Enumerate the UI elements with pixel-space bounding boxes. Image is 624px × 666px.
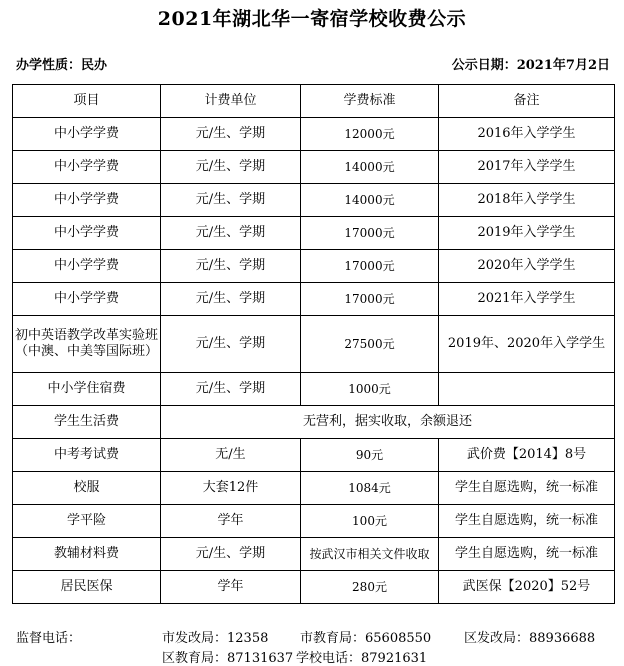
cell-note: 2019年、2020年入学学生 [439,316,615,373]
cell-note: 武价费【2014】8号 [439,439,615,472]
page-title: 2021年湖北华一寄宿学校收费公示 [157,8,467,30]
cell-unit: 元/生、学期 [161,151,301,184]
cell-note: 学生自愿选购，统一标准 [439,472,615,505]
cell-unit: 元/生、学期 [161,118,301,151]
header-item: 项目 [13,85,161,118]
cell-note: 2019年入学学生 [439,217,615,250]
phone-district-edu: 区教育局：87131637 [162,651,294,666]
cell-fee: 280元 [301,571,439,604]
cell-note [439,373,615,406]
table-row [13,439,615,472]
phone-city-dev: 市发改局：12358 [162,631,269,646]
cell-unit: 元/生、学期 [161,316,301,373]
cell-item: 中小学学费 [13,118,161,151]
cell-item: 教辅材料费 [13,538,161,571]
table-row [13,373,615,406]
cell-fee: 100元 [301,505,439,538]
cell-item: 中小学学费 [13,283,161,316]
header-fee: 学费标准 [301,85,439,118]
publish-date: 公示日期：2021年7月2日 [451,58,610,73]
cell-item: 学生生活费 [13,406,161,439]
cell-fee: 17000元 [301,217,439,250]
phone-district-dev: 区发改局：88936688 [464,631,596,646]
fee-table [12,84,615,604]
cell-fee: 12000元 [301,118,439,151]
table-row [13,118,615,151]
school-nature: 办学性质：民办 [16,58,108,73]
cell-item: 中小学住宿费 [13,373,161,406]
cell-unit: 元/生、学期 [161,283,301,316]
cell-fee: 1000元 [301,373,439,406]
table-row [13,151,615,184]
cell-unit: 元/生、学期 [161,538,301,571]
cell-item: 学平险 [13,505,161,538]
cell-fee: 17000元 [301,283,439,316]
cell-unit: 元/生、学期 [161,250,301,283]
header-unit: 计费单位 [161,85,301,118]
table-row [13,538,615,571]
cell-note: 武医保【2020】52号 [439,571,615,604]
cell-fee: 27500元 [301,316,439,373]
cell-note: 学生自愿选购，统一标准 [439,505,615,538]
cell-item: 初中英语教学改革实验班（中澳、中美等国际班） [13,316,161,373]
cell-item: 中小学学费 [13,151,161,184]
cell-note: 2018年入学学生 [439,184,615,217]
cell-unit: 大套12件 [161,472,301,505]
table-header-row [13,85,615,118]
cell-note: 2017年入学学生 [439,151,615,184]
cell-unit: 元/生、学期 [161,373,301,406]
footer-label: 监督电话： [16,631,82,646]
table-row [13,217,615,250]
cell-unit: 元/生、学期 [161,217,301,250]
cell-note: 学生自愿选购，统一标准 [439,538,615,571]
phone-city-edu: 市教育局：65608550 [300,631,432,646]
cell-unit: 无/生 [161,439,301,472]
cell-fee: 1084元 [301,472,439,505]
table-row [13,406,615,439]
cell-unit: 元/生、学期 [161,184,301,217]
table-row [13,283,615,316]
cell-note: 2021年入学学生 [439,283,615,316]
table-row [13,184,615,217]
header-note: 备注 [439,85,615,118]
table-row [13,472,615,505]
cell-fee: 14000元 [301,184,439,217]
cell-unit: 学年 [161,505,301,538]
table-row [13,571,615,604]
cell-unit: 学年 [161,571,301,604]
cell-item: 中考考试费 [13,439,161,472]
cell-fee: 90元 [301,439,439,472]
cell-item: 中小学学费 [13,184,161,217]
cell-fee: 14000元 [301,151,439,184]
cell-fee: 17000元 [301,250,439,283]
cell-item: 居民医保 [13,571,161,604]
table-row [13,250,615,283]
cell-note: 2020年入学学生 [439,250,615,283]
cell-living-note: 无营利，据实收取，余额退还 [161,406,615,439]
phone-school: 学校电话：87921631 [296,651,428,666]
table-row [13,316,615,373]
cell-fee: 按武汉市相关文件收取 [301,538,439,571]
table-row [13,505,615,538]
cell-item: 中小学学费 [13,217,161,250]
cell-note: 2016年入学学生 [439,118,615,151]
cell-item: 中小学学费 [13,250,161,283]
cell-item: 校服 [13,472,161,505]
